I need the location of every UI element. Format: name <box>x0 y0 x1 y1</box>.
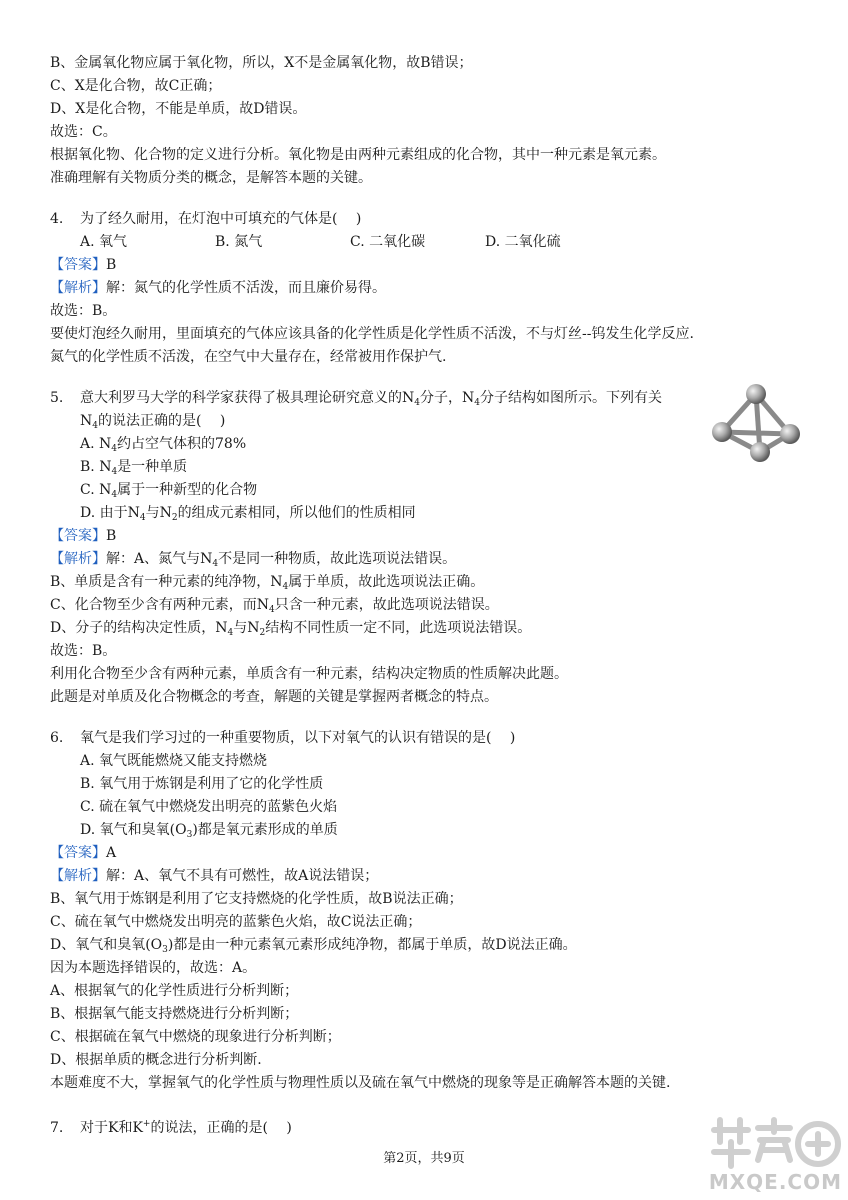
text-line: D、根据单质的概念进行分析判断. <box>50 1052 262 1068</box>
text-line: 此题是对单质及化合物概念的考查，解题的关键是掌握两者概念的特点。 <box>50 689 498 705</box>
answer-value: A <box>106 845 117 861</box>
text-line: 利用化合物至少含有两种元素，单质含有一种元素，结构决定物质的性质解决此题。 <box>50 666 568 682</box>
option-b: B. 氧气用于炼钢是利用了它的化学性质 <box>80 776 324 792</box>
option-a: A. 氧气既能燃烧又能支持燃烧 <box>80 753 268 769</box>
text-line: 本题难度不大，掌握氧气的化学性质与物理性质以及硫在氧气中燃烧的现象等是正确解答本题的关键. <box>50 1075 671 1091</box>
text-line <box>50 936 577 959</box>
atom-top <box>746 384 766 404</box>
text-span: )都是由一种元素氧元素形成纯净物，都属于单质，故D说法正确。 <box>167 937 577 953</box>
text-span: 分子，N <box>419 390 475 406</box>
text-line: B、金属氧化物应属于氧化物，所以，X不是金属氧化物，故B错误； <box>50 55 473 71</box>
text-line: 准确理解有关物质分类的概念，是解答本题的关键。 <box>50 170 372 186</box>
text-line: A、根据氧气的化学性质进行分析判断； <box>50 983 299 999</box>
answer-line <box>50 256 116 274</box>
answer-value: B <box>106 257 117 273</box>
text-span: 不是同一种物质，故此选项说法错误。 <box>218 551 457 567</box>
subscript: 3 <box>162 945 168 955</box>
option-b: B. 氮气 <box>215 234 263 250</box>
text-span: D、分子的结构决定性质，N <box>50 620 228 636</box>
text-span: )都是氧元素形成的单质 <box>192 822 338 838</box>
question-text: 氧气是我们学习过的一种重要物质，以下对氧气的认识有错误的是( ) <box>80 730 516 746</box>
question-number: 4. <box>50 211 64 227</box>
question-4-stem <box>50 210 361 228</box>
text-line: 故选：B。 <box>50 643 117 659</box>
subscript: 4 <box>474 398 480 408</box>
text-line: C、根据硫在氧气中燃烧的现象进行分析判断； <box>50 1029 341 1045</box>
subscript: 4 <box>282 582 289 592</box>
text-span: 解：A、氮气与N <box>106 551 213 567</box>
answer-value: B <box>106 528 117 544</box>
text-line: B、氧气用于炼钢是利用了它支持燃烧的化学性质，故B说法正确； <box>50 891 463 907</box>
text-span: 的说法，正确的是( ) <box>150 1120 292 1136</box>
option-a <box>80 435 246 458</box>
question-number: 5. <box>50 390 64 406</box>
analysis-line <box>50 279 386 297</box>
analysis-label: 【解析】 <box>50 551 106 567</box>
option-c: C. 二氧化碳 <box>350 234 426 250</box>
text-span: 与N <box>233 620 260 636</box>
n4-molecule-figure <box>708 382 804 464</box>
analysis-text: 解：氮气的化学性质不活泼，而且廉价易得。 <box>106 280 386 296</box>
text-span: A. N <box>80 436 112 452</box>
superscript: + <box>142 1119 151 1129</box>
text-line: C、硫在氧气中燃烧发出明亮的蓝紫色火焰，故C说法正确； <box>50 914 422 930</box>
atom-right <box>780 424 800 444</box>
option-d <box>80 821 338 844</box>
text-span: 的说法正确的是( ) <box>97 413 226 429</box>
text-line: 故选：C。 <box>50 124 117 140</box>
answer-line <box>50 844 116 862</box>
subscript: 4 <box>139 513 146 523</box>
option-b <box>80 458 187 481</box>
question-number: 7. <box>50 1120 64 1136</box>
subscript: 2 <box>259 628 266 638</box>
subscript: 4 <box>212 559 219 569</box>
watermark-text: MXQE.COM <box>708 1170 842 1194</box>
text-span: 属于单质，故此选项说法正确。 <box>288 574 485 590</box>
subscript: 4 <box>111 444 117 454</box>
subscript: 4 <box>227 628 234 638</box>
text-line: 要使灯泡经久耐用，里面填充的气体应该具备的化学性质是化学性质不活泼，不与灯丝--钨发生化学反应. <box>50 326 694 342</box>
text-span: 与N <box>145 505 172 521</box>
text-span: D、氧气和臭氧(O <box>50 937 163 953</box>
atom-front <box>750 442 770 462</box>
analysis-label: 【解析】 <box>50 280 106 296</box>
subscript: 4 <box>111 490 118 500</box>
subscript: 4 <box>92 421 98 431</box>
text-span: 分子结构如图所示。下列有关 <box>479 390 662 406</box>
page-footer: 第2页，共9页 <box>383 1151 465 1166</box>
option-c: C. 硫在氧气中燃烧发出明亮的蓝紫色火焰 <box>80 799 338 815</box>
text-span: 只含一种元素，故此选项说法错误。 <box>274 597 499 613</box>
analysis-line <box>50 867 378 885</box>
text-line: 因为本题选择错误的，故选：A。 <box>50 960 257 976</box>
text-span: 对于K和K <box>80 1120 143 1136</box>
subscript: 3 <box>186 830 193 840</box>
text-span: B. N <box>80 459 112 475</box>
text-line: 根据氧化物、化合物的定义进行分析。氧化物是由两种元素组成的化合物，其中一种元素是氧元素。 <box>50 147 666 163</box>
text-line: B、根据氧气能支持燃烧进行分析判断； <box>50 1006 299 1022</box>
text-line <box>50 596 499 619</box>
question-5-stem <box>50 389 662 412</box>
option-a: A. 氧气 <box>80 234 128 250</box>
question-7-stem <box>50 1115 292 1137</box>
text-span: 是一种单质 <box>117 459 188 475</box>
text-span: 的组成元素相同，所以他们的性质相同 <box>177 505 416 521</box>
text-line <box>50 619 531 642</box>
analysis-text: 解：A、氧气不具有可燃性，故A说法错误； <box>106 868 379 884</box>
text-span: C. N <box>80 482 112 498</box>
analysis-label: 【解析】 <box>50 868 106 884</box>
text-span: B、单质是含有一种元素的纯净物，N <box>50 574 283 590</box>
analysis-line <box>50 550 456 573</box>
answer-label: 【答案】 <box>50 257 106 273</box>
option-d: D. 二氧化硫 <box>485 234 561 250</box>
text-span: 意大利罗马大学的科学家获得了极具理论研究意义的N <box>80 390 415 406</box>
subscript: 4 <box>414 398 420 408</box>
answer-label: 【答案】 <box>50 528 106 544</box>
answer-label: 【答案】 <box>50 845 106 861</box>
question-text: 为了经久耐用，在灯泡中可填充的气体是( ) <box>80 211 362 227</box>
subscript: 4 <box>268 605 275 615</box>
subscript: 4 <box>111 467 118 477</box>
text-span: D. 由于N <box>80 505 140 521</box>
question-6-stem <box>50 729 515 747</box>
text-span: C、化合物至少含有两种元素，而N <box>50 597 269 613</box>
text-span: D. 氧气和臭氧(O <box>80 822 187 838</box>
text-span: 结构不同性质一定不同，此选项说法错误。 <box>265 620 532 636</box>
subscript: 2 <box>171 513 178 523</box>
option-d <box>80 504 416 527</box>
text-line: 氮气的化学性质不活泼，在空气中大量存在，经常被用作保护气. <box>50 349 447 365</box>
text-line: 故选：B。 <box>50 303 117 319</box>
text-line <box>50 573 484 596</box>
option-c <box>80 481 257 504</box>
atom-left <box>712 422 732 442</box>
text-span: 属于一种新型的化合物 <box>117 482 258 498</box>
answer-line <box>50 527 116 545</box>
question-4-options <box>80 233 620 251</box>
text-line: D、X是化合物，不能是单质，故D错误。 <box>50 101 307 117</box>
text-line: C、X是化合物，故C正确； <box>50 78 222 94</box>
text-span: N <box>80 413 93 429</box>
question-5-stem-cont <box>80 412 225 435</box>
text-span: 约占空气体积的78% <box>117 436 247 452</box>
question-number: 6. <box>50 730 64 746</box>
